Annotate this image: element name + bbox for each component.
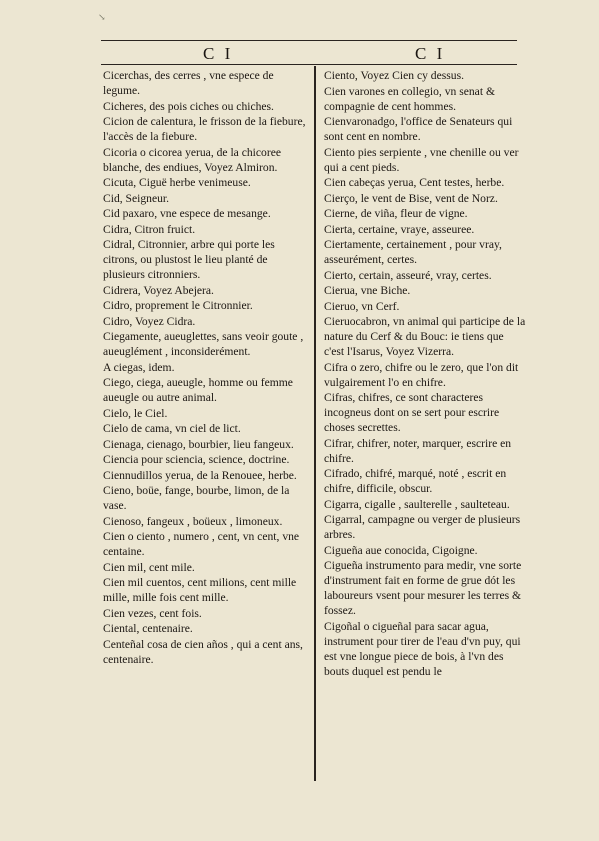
- dictionary-entry: Cieno, boüe, fange, bourbe, limon, de la vase.: [103, 484, 290, 512]
- dictionary-entry: Ciegamente, aueuglettes, sans veoir goute , aueuglément , inconsiderément.: [103, 330, 304, 358]
- dictionary-entry: Cieruocabron, vn animal qui participe de la nature du Cerf & du Bouc: ie tiens que c'est l'Isarus, Voyez Vizerra.: [324, 315, 526, 358]
- dictionary-entry: Ciento pies serpiente , vne chenille ou ver qui a cent pieds.: [324, 145, 519, 174]
- dictionary-entry: Cigarral, campagne ou verger de plusieurs arbres.: [324, 513, 521, 541]
- left-column: [103, 68, 306, 667]
- dictionary-entry: Cien mil cuentos, cent milions, cent mille mille, mille fois cent mille.: [103, 576, 297, 604]
- dictionary-entry: Cierço, le vent de Bise, vent de Norz.: [324, 191, 498, 205]
- header-right: C I: [415, 44, 446, 63]
- dictionary-entry: Cigueña instrumento para medir, vne sorte d'instrument fait en forme de grue dót les laboureurs vsent pour mesurer les terres & fossez.: [324, 559, 522, 617]
- dictionary-entry: Cicion de calentura, le frisson de la fiebure, l'accès de la fiebure.: [103, 115, 306, 143]
- dictionary-entry: Cien vezes, cent fois.: [103, 606, 202, 620]
- dictionary-entry: Cidrera, Voyez Abejera.: [103, 283, 214, 297]
- dictionary-entry: Cien o ciento , numero , cent, vn cent, vne centaine.: [103, 530, 300, 558]
- header-left: C I: [203, 44, 234, 63]
- dictionary-entry: Cifrar, chifrer, noter, marquer, escrire en chifre.: [324, 436, 512, 465]
- dictionary-entry: Cidro, Voyez Cidra.: [103, 314, 196, 328]
- dictionary-entry: Cidra, Citron fruict.: [103, 222, 196, 236]
- dictionary-entry: Cigarra, cigalle , saulterelle , saulteteau.: [324, 497, 510, 511]
- dictionary-entry: Cid paxaro, vne espece de mesange.: [103, 207, 271, 220]
- dictionary-entry: Cien varones en collegio, vn senat & compagnie de cent hommes.: [324, 84, 495, 113]
- dictionary-entry: Cierua, vne Biche.: [324, 284, 411, 297]
- dictionary-entry: Cieruo, vn Cerf.: [324, 299, 400, 313]
- dictionary-entry: Cigueña aue conocida, Cigoigne.: [324, 543, 478, 557]
- dictionary-entry: Ciertamente, certainement , pour vray, asseurément, certes.: [324, 238, 502, 266]
- dictionary-entry: Cifra o zero, chifre ou le zero, que l'on dit vulgairement l'o en chifre.: [324, 360, 519, 389]
- dictionary-entry: Cicheres, des pois ciches ou chiches.: [103, 99, 274, 113]
- header-rule: [101, 64, 517, 65]
- dictionary-entry: Cidro, proprement le Citronnier.: [103, 299, 253, 312]
- dictionary-entry: Cidral, Citronnier, arbre qui porte les citrons, ou plustost le lieu planté de plusieurs citronniers.: [103, 238, 275, 281]
- dictionary-entry: Ciental, centenaire.: [103, 622, 193, 635]
- dictionary-entry: Cid, Seigneur.: [103, 191, 170, 205]
- dictionary-entry: A ciegas, idem.: [103, 360, 175, 374]
- dictionary-entry: Cien mil, cent mile.: [103, 560, 195, 574]
- dictionary-entry: Cierta, certaine, vraye, asseuree.: [324, 222, 475, 236]
- dictionary-entry: Cicerchas, des cerres , vne espece de legume.: [103, 69, 274, 97]
- top-rule: [101, 40, 517, 41]
- column-divider: [314, 66, 316, 781]
- dictionary-entry: Cielo de cama, vn ciel de lict.: [103, 422, 241, 435]
- dictionary-entry: Ciencia pour sciencia, science, doctrine.: [103, 453, 290, 466]
- dictionary-entry: Cierne, de viña, fleur de vigne.: [324, 207, 468, 220]
- dictionary-entry: Ciego, ciega, aueugle, homme ou femme aueugle ou autre animal.: [103, 376, 293, 404]
- dictionary-entry: Cierto, certain, asseuré, vray, certes.: [324, 268, 492, 282]
- dictionary-entry: Cifrado, chifré, marqué, noté , escrit en chifre, difficile, obscur.: [324, 467, 507, 495]
- dictionary-entry: Cielo, le Ciel.: [103, 406, 168, 420]
- dictionary-entry: Cifras, chifres, ce sont characteres incogneus dont on se sert pour escrire choses secrettes.: [324, 391, 500, 434]
- right-column: [324, 68, 526, 679]
- dictionary-entry: Ciento, Voyez Cien cy dessus.: [324, 69, 464, 82]
- dictionary-entry: Centeñal cosa de cien años , qui a cent ans, centenaire.: [103, 637, 303, 666]
- dictionary-entry: Cicuta, Ciguë herbe venimeuse.: [103, 176, 251, 189]
- dictionary-entry: Cienoso, fangeux , boüeux , limoneux.: [103, 514, 283, 528]
- page-mark: ↘: [98, 12, 106, 22]
- dictionary-entry: Cigoñal o cigueñal para sacar agua, instrument pour tirer de l'eau d'vn puy, qui est vne longue piece de bois, à l'vn des bouts duquel est pendu le: [324, 619, 521, 678]
- dictionary-entry: Cienvaronadgo, l'office de Senateurs qui sont cent en nombre.: [324, 115, 513, 143]
- dictionary-entry: Cicoria o cicorea yerua, de la chicoree blanche, des endiues, Voyez Almiron.: [103, 145, 281, 174]
- dictionary-entry: Cien cabeças yerua, Cent testes, herbe.: [324, 176, 505, 189]
- dictionary-entry: Ciennudillos yerua, de la Renouee, herbe.: [103, 468, 297, 482]
- dictionary-entry: Cienaga, cienago, bourbier, lieu fangeux.: [103, 437, 294, 451]
